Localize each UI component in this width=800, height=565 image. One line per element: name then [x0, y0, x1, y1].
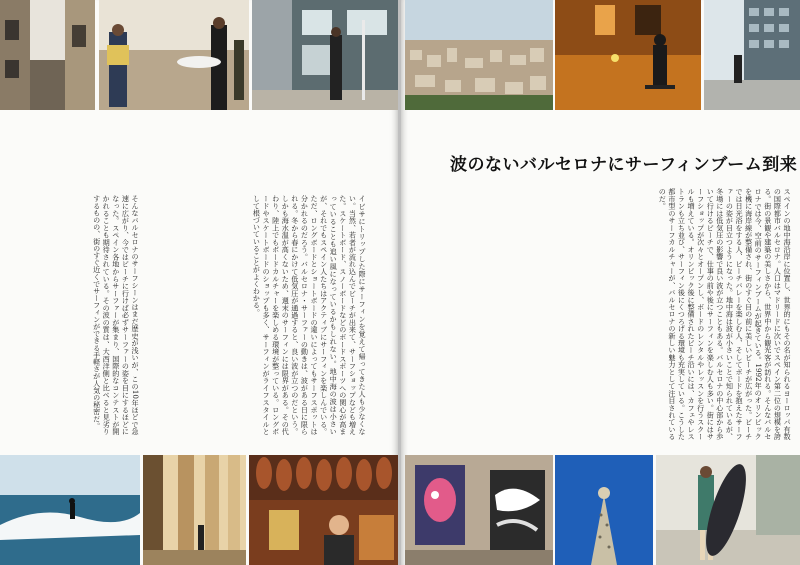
photo-ham-market — [249, 455, 398, 565]
left-body-column-a: イビサにトリップした際にサーフィンを覚えて帰ってきた人も少なくない。当然、若者が流れ込んでビーチが出来て、サーフショップなども増えた。スケートボード、スノーボードなどのボードスポーツへの関心が高まっていることも追い風になっているかもしれない。地中海の波は小さいが、それでもスペイン人たちはアクティブにサーフィンを楽しんでいる。ただ、ロングボードとショートボードの違いによってもサーフスポットは分かれるのだろう。バルセロナ・サーファーの動きは、波がある日に限られる。冬から春にかけて低気圧が通過すると、良い波が立つのだという。しかも海水温が高くないため、週末のサーフィンには限界がある。その代わり、陸上でもボードカルチャーを楽しめる環境が整っている。ロングボードやスケートボードのショップも多く、サーフィンがライフスタイルとして根づいていることがよくわかる。 — [252, 195, 367, 435]
photo-surfer-board-street — [656, 455, 800, 565]
right-body-column: スペインの地中海沿岸に位置し、世界的にもその名が知られるヨーロッパ有数の国際都市バルセロナ。人口はマドリードに次いでスペイン第二位の規模を誇る。街の景観や建築の美しさから、世界中から観光客が訪れる。そんなバルセロナでは今、空前のサーフィンブームが起きている。1992年のオリンピックを機に海岸線が整備され、街のすぐ目の前に美しいビーチが広がった。ビーチでは日光浴をする人、ビーチバレーを楽しむ人、そしてボードを抱えたサーファーの姿が目立つようになった。地中海は波が小さいことで知られているが、冬場には低気圧の影響で良い波が立つこともある。バルセロナの中心部から歩いて行けるビーチで、仕事の前や後にサーフィンを楽しむ人も多い。街にはサーフショップが次々とオープンし、ボードのレンタルやレッスンを行うスクールも増えている。オリンピック後に整備されたビーチ沿いには、カフェやレストランも立ち並び、サーフィン後にくつろげる環境も充実している。こうした都市型のサーフカルチャーが、バルセロナの新しい魅力として注目されているのだ。 — [658, 188, 792, 440]
photo-city-panorama — [405, 0, 553, 110]
photo-surfer-wave — [0, 455, 140, 565]
left-page — [0, 0, 398, 565]
photo-sagrada-tower — [555, 455, 653, 565]
photo-arcade-columns — [143, 455, 246, 565]
photo-narrow-street — [0, 0, 95, 110]
photo-night-skater — [555, 0, 701, 110]
article-headline: 波のないバルセロナにサーフィンブーム到来 — [450, 155, 798, 175]
photo-graffiti-wall — [405, 455, 553, 565]
photo-beach-surfers — [99, 0, 249, 110]
left-body-column-b: そんなバルセロナのサーフシーンはまだ歴史が浅いが、この10年ほどで急速に広がり、今ではビーチに行けば必ずサーファーの姿を目にするほどになった。スペイン各地からサーファーが集まり、国際的なコンテストが開かれることも期待されている。その波の質は、大西洋側と比べると見劣りするものの、街のすぐ近くでサーフィンができる手軽さが人気の秘密だ。 — [92, 195, 140, 435]
photo-building-skater — [252, 0, 398, 110]
right-page — [401, 0, 800, 565]
photo-modern-street — [704, 0, 800, 110]
